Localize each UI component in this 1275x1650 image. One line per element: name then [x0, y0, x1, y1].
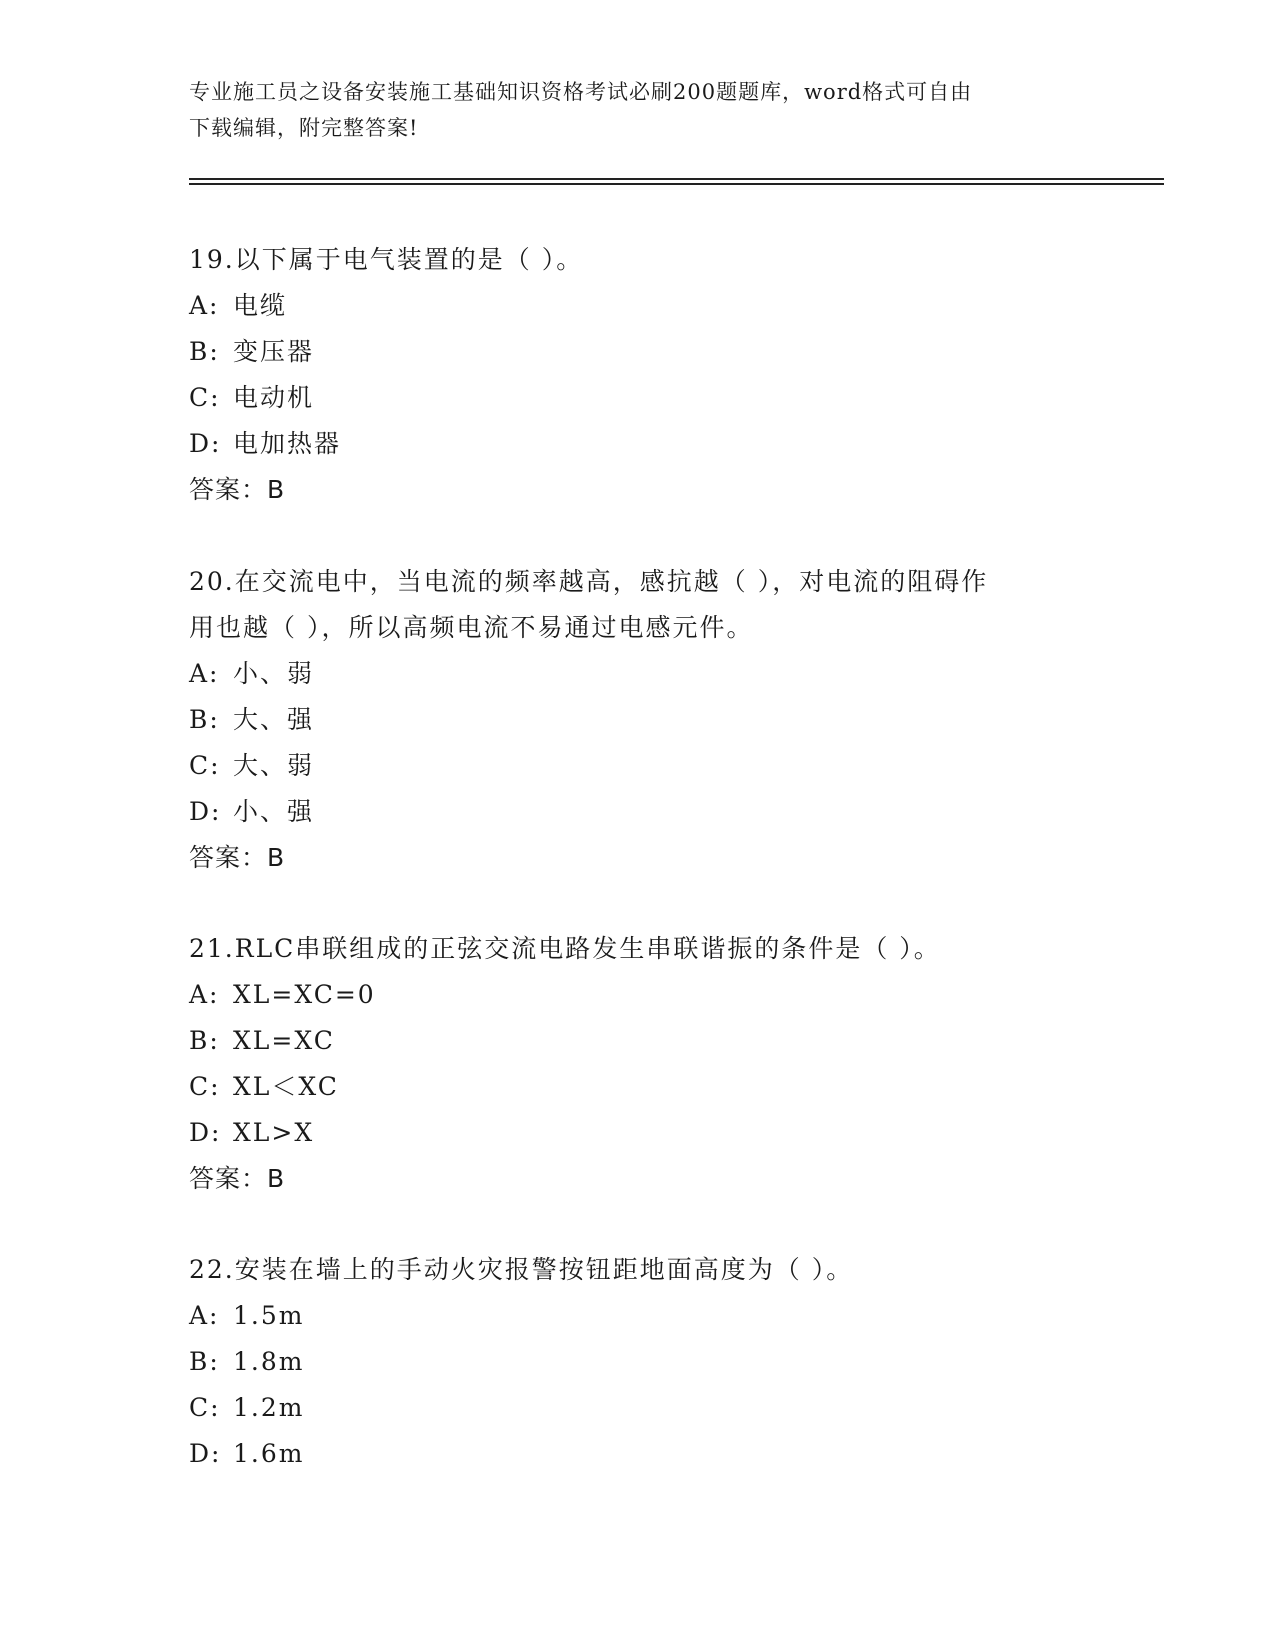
option-c	[189, 743, 1089, 789]
question-stem: 19.以下属于电气装置的是（ ）。	[189, 245, 584, 274]
question-stem: 21.RLC串联组成的正弦交流电路发生串联谐振的条件是（ ）。	[189, 934, 941, 963]
option-a	[189, 283, 1089, 329]
option-letter: C:	[189, 383, 221, 412]
option-letter: A:	[189, 659, 220, 688]
option-text: 大、弱	[233, 751, 315, 780]
option-c	[189, 1064, 1089, 1110]
option-letter: D:	[189, 429, 222, 458]
option-b	[189, 1339, 1089, 1385]
option-letter: A:	[189, 980, 220, 1009]
header-title-line-2: 下载编辑，附完整答案!	[189, 116, 419, 140]
option-letter: D:	[189, 1439, 222, 1468]
option-text: 电缆	[233, 291, 288, 320]
option-text: 小、弱	[233, 659, 315, 688]
option-text: 电动机	[233, 383, 315, 412]
answer-text: 答案：B	[189, 1164, 286, 1193]
option-b	[189, 1018, 1089, 1064]
question-19	[189, 237, 1089, 513]
option-text: 1.8m	[233, 1347, 305, 1376]
question-stem-line-1: 20.在交流电中，当电流的频率越高，感抗越（ ），对电流的阻碍作	[189, 567, 989, 596]
option-text: 大、强	[233, 705, 315, 734]
option-b	[189, 697, 1089, 743]
option-a	[189, 1293, 1089, 1339]
option-d	[189, 789, 1089, 835]
option-letter: C:	[189, 751, 221, 780]
option-text: 电加热器	[233, 429, 342, 458]
option-text: 1.2m	[233, 1393, 305, 1422]
option-letter: A:	[189, 291, 220, 320]
option-a	[189, 651, 1089, 697]
option-text: XL>X	[233, 1118, 315, 1147]
option-text: 变压器	[233, 337, 315, 366]
option-d	[189, 421, 1089, 467]
header-divider-bottom	[189, 183, 1164, 185]
option-c	[189, 375, 1089, 421]
option-c	[189, 1385, 1089, 1431]
option-letter: D:	[189, 1118, 222, 1147]
option-text: 1.6m	[233, 1439, 305, 1468]
question-20	[189, 559, 1089, 881]
header-divider-top	[189, 178, 1164, 180]
option-d	[189, 1110, 1089, 1156]
question-stem: 22.安装在墙上的手动火灾报警按钮距地面高度为（ ）。	[189, 1255, 854, 1284]
option-letter: B:	[189, 705, 220, 734]
option-b	[189, 329, 1089, 375]
option-letter: C:	[189, 1393, 221, 1422]
option-text: 小、强	[233, 797, 315, 826]
option-text: 1.5m	[233, 1301, 305, 1330]
option-a	[189, 972, 1089, 1018]
option-letter: B:	[189, 337, 220, 366]
option-text: XL=XC=0	[233, 980, 376, 1009]
option-letter: B:	[189, 1347, 220, 1376]
answer-text: 答案：B	[189, 843, 286, 872]
option-letter: A:	[189, 1301, 220, 1330]
header-title-line-1: 专业施工员之设备安装施工基础知识资格考试必刷200题题库，word格式可自由	[189, 80, 973, 104]
question-21	[189, 926, 1089, 1202]
document-header	[189, 74, 1089, 146]
option-letter: C:	[189, 1072, 221, 1101]
answer-text: 答案：B	[189, 475, 286, 504]
option-letter: B:	[189, 1026, 220, 1055]
option-letter: D:	[189, 797, 222, 826]
question-stem-line-2: 用也越（ ），所以高频电流不易通过电感元件。	[189, 613, 754, 642]
option-text: XL＜XC	[233, 1072, 339, 1101]
question-22	[189, 1247, 1089, 1477]
option-text: XL=XC	[233, 1026, 335, 1055]
option-d	[189, 1431, 1089, 1477]
